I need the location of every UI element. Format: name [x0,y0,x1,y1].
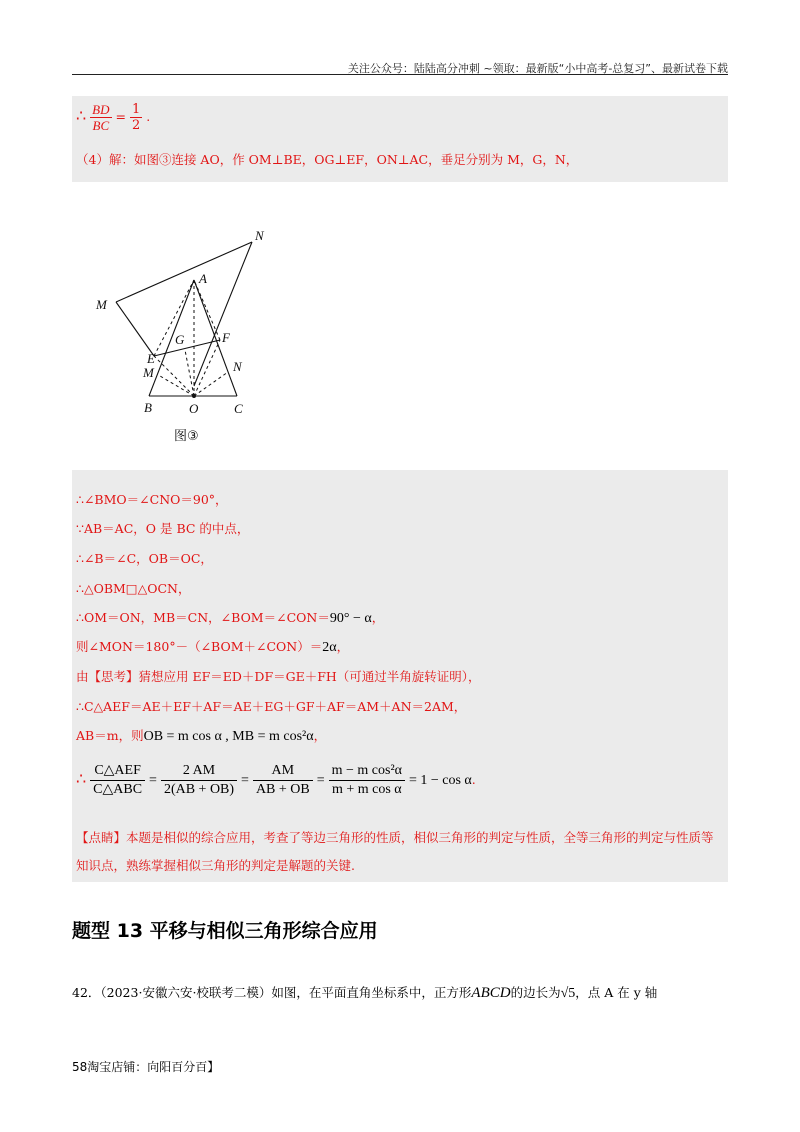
solution-line-4: ∴△OBM□△OCN， [76,581,191,596]
solution-line-5: ∴OM＝ON，MB＝CN，∠BOM＝∠CON＝90° − α， [76,610,385,626]
segment-ef [154,340,220,356]
page-footer: 58淘宝店铺：向阳百分百】 [72,1060,220,1074]
comment-paragraph: 【点睛】本题是相似的综合应用，考查了等边三角形的性质，相似三角形的判定与性质，全等三角形的判定与性质等知识点，熟练掌握相似三角形的判定是解题的关键. [76,830,714,873]
solution-line-1: ∴∠BMO＝∠CNO＝90°， [76,492,228,507]
segment-m-e [116,302,154,356]
part-4-intro: （4）解：如图③连接 AO，作 OM⊥BE，OG⊥EF，ON⊥AC，垂足分别为 M，G，N， [76,152,579,167]
solution-line-6: 则∠MON＝180°－（∠BOM＋∠CON）＝2α， [76,639,350,655]
geometry-figure [72,182,308,470]
solution-line-9: AB＝m，则OB = m cos α , MB = m cos²α， [76,728,327,744]
label-m-low: M [143,365,154,380]
solution-line-3: ∴∠B＝∠C，OB＝OC， [76,551,213,566]
segment-ac [194,280,237,396]
fraction-cos: $\frac{\text{m − m cos²α}}{\text{m + m cos α}}$ [329,762,405,799]
fraction-am: $\frac{AM}{AB + OB}$ [253,762,313,799]
section-title: 题型 13 平移与相似三角形综合应用 [72,920,378,942]
label-n-low: N [233,359,242,374]
label-g: G [175,332,185,347]
label-b: B [144,400,152,415]
solution-line-8: ∴C△AEF＝AE＋EF＋AF＝AE＋EG＋GF＋AF＝AM＋AN＝2AM， [76,699,467,714]
solution-line-10: ∴ $\frac{\text{C△AEF}}{\text{C△ABC}}$ = $\frac{2 AM}{2(AB + OB)}$ = $\frac{AM}{AB + OB}$ = $\frac{\text{m − m cos²α}}{\text{m + m cos α}}$ = 1 − cos α. [76,763,476,797]
solution-line-2: ∵AB＝AC，O 是 BC 的中点， [76,521,250,536]
solution-box-top [72,96,728,182]
fraction-2am: $\frac{2 AM}{2(AB + OB)}$ [161,762,237,799]
ratio-line: ∴ $\frac{BD}{BC}$ = $\frac{1}{2}$ . [76,102,151,133]
label-m-top: M [96,297,107,312]
label-c: C [234,401,243,416]
label-o: O [189,401,199,416]
segment-ae [154,280,194,356]
segment-ab [149,280,194,396]
label-f: F [222,330,230,345]
fraction-bd-bc: $\frac{BD}{BC}$ [92,102,110,133]
label-e: E [147,351,155,366]
solution-line-7: 由【思考】猜想应用 EF＝ED＋DF＝GE＋FH（可通过半角旋转证明）， [76,669,481,684]
label-n-top: N [255,228,264,243]
fraction-half: $\frac{1}{2}$ [131,102,141,133]
figure-panel [72,182,308,470]
header-divider [72,74,728,75]
point-o [192,394,196,398]
figure-caption: 图③ [174,429,199,444]
fraction-perimeter-ratio: $\frac{\text{C△AEF}}{\text{C△ABC}}$ [90,762,145,799]
segment-oe [154,356,194,396]
segment-of [194,340,220,396]
page-header: 关注公众号：陆陆高分冲刺 ~领取：最新版“小中高考-总复习”、最新试卷下载 [347,62,728,75]
question-42: 42．（2023·安徽六安·校联考二模）如图，在平面直角坐标系中，正方形ABCD的边长为√5，点 A 在 y 轴 [72,985,658,1001]
segment-og [185,350,194,396]
label-a: A [199,271,207,286]
